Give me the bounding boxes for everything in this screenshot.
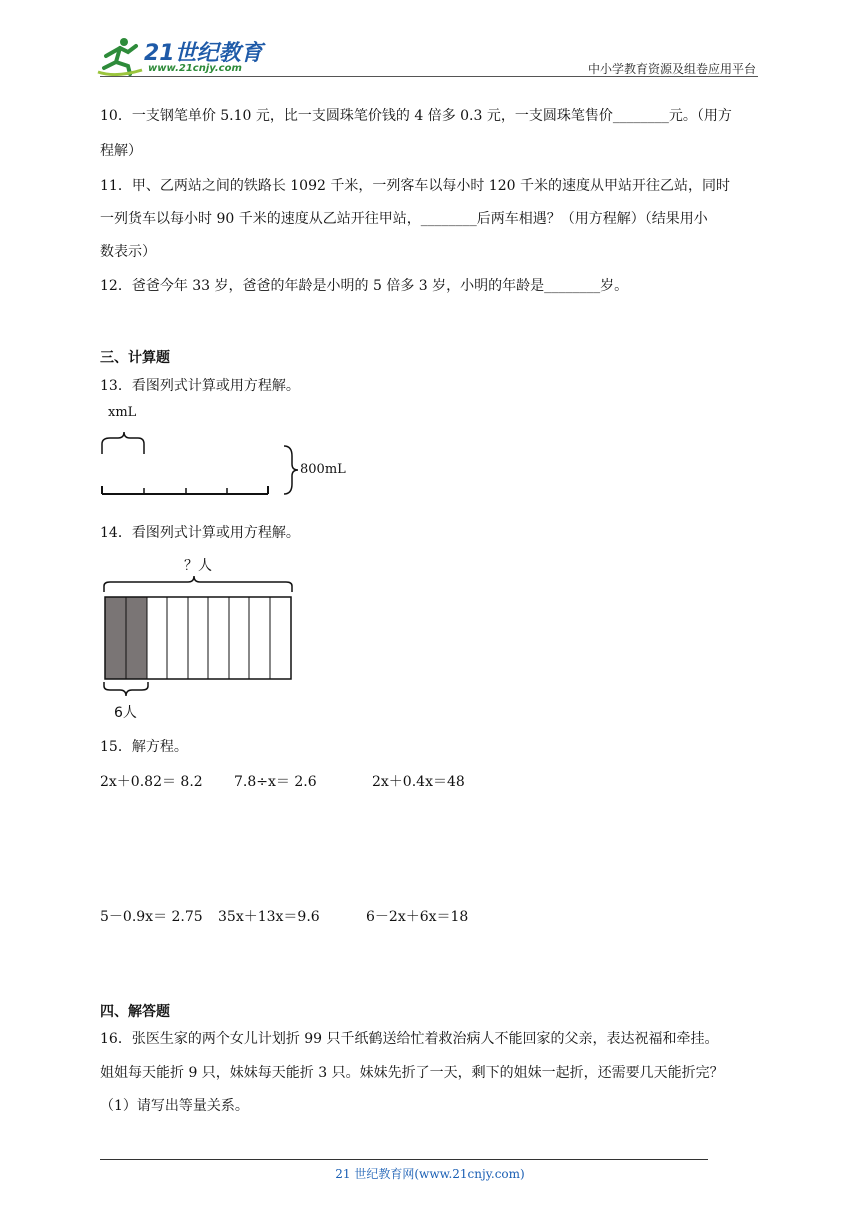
q13-prompt: 13．看图列式计算或用方程解。 [100,378,300,394]
q16-line2: 姐姐每天能折 9 只，妹妹每天能折 3 只。妹妹先折了一天，剩下的姐妹一起折，还需要几天能折完？ [100,1065,724,1081]
q16-line3: （1）请写出等量关系。 [100,1098,249,1114]
q11-line2: 一列货车以每小时 90 千米的速度从乙站开往甲站，________后两车相遇？（用方程解）（结果用小 [100,211,708,227]
q14-shaded-part-2 [126,597,147,679]
header-divider [100,76,758,77]
q15-equation-4: 5－0.9x＝ 2.75 [100,909,203,925]
q13-segment-diagram [96,420,356,500]
q14-prompt: 14．看图列式计算或用方程解。 [100,525,300,541]
logo-url: www.21cnjy.com [148,63,242,74]
q14-part-label: 6人 [114,705,137,721]
footer-divider [100,1159,708,1160]
q12-line1: 12．爸爸今年 33 岁，爸爸的年龄是小明的 5 倍多 3 岁，小明的年龄是________岁。 [100,278,629,294]
section3-title: 三、计算题 [100,350,170,366]
q16-line1: 16．张医生家的两个女儿计划折 99 只千纸鹤送给忙着救治病人不能回家的父亲，表达祝福和牵挂。 [100,1031,719,1047]
q15-equation-6: 6－2x＋6x＝18 [366,909,469,925]
q11-line1: 11．甲、乙两站之间的铁路长 1092 千米，一列客车以每小时 120 千米的速度从甲站开往乙站，同时 [100,178,730,194]
q13-right-brace [284,446,298,494]
q10-line1: 10．一支钢笔单价 5.10 元，比一支圆珠笔价钱的 4 倍多 0.3 元，一支圆珠笔售价________元。（用方 [100,108,732,124]
q10-line2: 程解） [100,143,142,159]
q14-bar-diagram [96,572,300,702]
q14-bottom-brace [104,682,148,696]
q13-xml-label: xmL [108,405,137,420]
footer-link[interactable]: 21 世纪教育网(www.21cnjy.com) [335,1167,525,1181]
section4-title: 四、解答题 [100,1004,170,1020]
q11-line3: 数表示） [100,244,156,260]
q15-equation-2: 7.8÷x＝ 2.6 [234,774,317,790]
q14-top-brace [104,576,292,592]
site-logo [96,34,266,78]
logo-title: 21世纪教育 [144,41,263,66]
q15-equation-1: 2x＋0.82＝ 8.2 [100,774,203,790]
header-platform-text: 中小学教育资源及组卷应用平台 [587,62,756,76]
q15-equation-3: 2x＋0.4x＝48 [372,774,465,790]
q15-prompt: 15．解方程。 [100,739,188,755]
q14-shaded-part-1 [105,597,126,679]
q15-equation-5: 35x＋13x＝9.6 [218,909,320,925]
q13-top-brace [102,432,144,454]
q13-total-label: 800mL [300,462,346,477]
q14-total-label: ？人 [184,558,212,574]
